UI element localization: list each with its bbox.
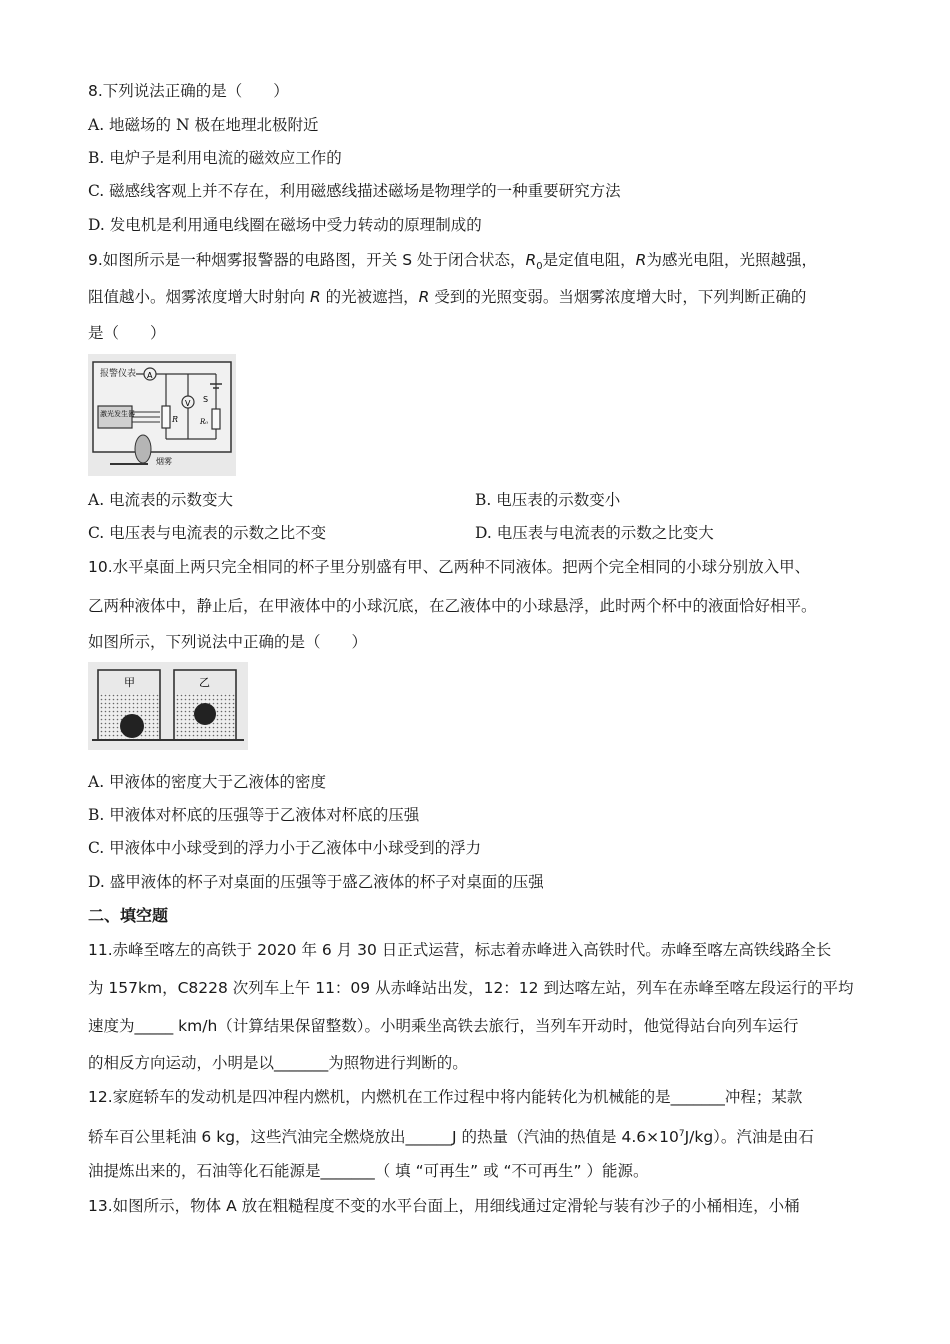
circuit-diagram bbox=[88, 354, 236, 476]
smoke-shape bbox=[135, 435, 151, 463]
cup-jia-label: 甲 bbox=[124, 676, 135, 689]
cups-diagram bbox=[88, 662, 248, 750]
cup-yi-label: 乙 bbox=[199, 676, 210, 689]
q8-stem: 8.下列说法正确的是（ ） bbox=[88, 82, 289, 100]
fixed-resistor-label: R₀ bbox=[200, 418, 209, 426]
q9-line2: 阻值越小。烟雾浓度增大时射向 R 的光被遮挡，R 受到的光照变弱。当烟雾浓度增大时，下列判断正确的 bbox=[88, 288, 807, 306]
smoke-label: 烟雾 bbox=[156, 457, 172, 466]
photoresistor-symbol bbox=[162, 406, 170, 428]
ball-jia bbox=[120, 714, 144, 738]
q9-line1: 9.如图所示是一种烟雾报警器的电路图，开关 S 处于闭合状态，$R_0$是定值电阻，R为感光电阻，光照越强， bbox=[88, 251, 817, 273]
q9-option-b: B. 电压表的示数变小 bbox=[475, 491, 621, 509]
ball-yi bbox=[194, 703, 216, 725]
q10-line2: 乙两种液体中，静止后，在甲液体中的小球沉底，在乙液体中的小球悬浮，此时两个杯中的液面恰好相平。 bbox=[88, 597, 817, 615]
alarm-meter-label: 报警仪表 bbox=[100, 369, 137, 379]
cups-figure bbox=[88, 662, 248, 750]
q8-option-b: B. 电炉子是利用电流的磁效应工作的 bbox=[88, 149, 342, 167]
q10-option-d: D. 盛甲液体的杯子对桌面的压强等于盛乙液体的杯子对桌面的压强 bbox=[88, 873, 544, 891]
q13-line1: 13.如图所示，物体 A 放在粗糙程度不变的水平台面上，用细线通过定滑轮与装有沙子的小桶相连，小桶 bbox=[88, 1197, 800, 1215]
q11-line1: 11.赤峰至喀左的高铁于 2020 年 6 月 30 日正式运营，标志着赤峰进入高铁时代。赤峰至喀左高铁线路全长 bbox=[88, 941, 832, 959]
q12-line1: 12.家庭轿车的发动机是四冲程内燃机，内燃机在工作过程中将内能转化为机械能的是_______冲程；某款 bbox=[88, 1088, 803, 1106]
q9-option-a: A. 电流表的示数变大 bbox=[88, 491, 234, 509]
q9-option-d: D. 电压表与电流表的示数之比变大 bbox=[475, 524, 714, 542]
q10-line3: 如图所示，下列说法中正确的是（ ） bbox=[88, 633, 368, 651]
laser-generator-label: 激光发生器 bbox=[100, 410, 135, 418]
q11-line2: 为 157km，C8228 次列车上午 11：09 从赤峰站出发，12：12 到达喀左站，列车在赤峰至喀左段运行的平均 bbox=[88, 979, 854, 997]
q12-line2: 轿车百公里耗油 6 kg，这些汽油完全燃烧放出______J 的热量（汽油的热值是 $4.6\times 10^7J/kg$）。汽油是由石 bbox=[88, 1128, 814, 1147]
fixed-resistor-symbol bbox=[212, 409, 220, 429]
ammeter-label: A bbox=[147, 371, 153, 380]
q8-option-c: C. 磁感线客观上并不存在，利用磁感线描述磁场是物理学的一种重要研究方法 bbox=[88, 182, 621, 200]
q10-option-c: C. 甲液体中小球受到的浮力小于乙液体中小球受到的浮力 bbox=[88, 839, 482, 857]
q8-option-a: A. 地磁场的 N 极在地理北极附近 bbox=[88, 116, 319, 134]
section-title-fill-in: 二、填空题 bbox=[88, 906, 169, 925]
photoresistor-label: R bbox=[172, 415, 179, 424]
q11-line4: 的相反方向运动，小明是以_______为照物进行判断的。 bbox=[88, 1054, 468, 1072]
smoke-alarm-circuit-figure bbox=[88, 354, 236, 476]
q9-option-c: C. 电压表与电流表的示数之比不变 bbox=[88, 524, 327, 542]
switch-label: S bbox=[203, 395, 209, 404]
q10-option-b: B. 甲液体对杯底的压强等于乙液体对杯底的压强 bbox=[88, 806, 420, 824]
q10-option-a: A. 甲液体的密度大于乙液体的密度 bbox=[88, 773, 327, 791]
voltmeter-label: V bbox=[185, 399, 191, 408]
q9-line3: 是（ ） bbox=[88, 324, 166, 342]
q10-line1: 10.水平桌面上两只完全相同的杯子里分别盛有甲、乙两种不同液体。把两个完全相同的小球分别放入甲、 bbox=[88, 558, 811, 576]
q8-option-d: D. 发电机是利用通电线圈在磁场中受力转动的原理制成的 bbox=[88, 216, 482, 234]
q12-line3: 油提炼出来的，石油等化石能源是_______（ 填 “可再生” 或 “不可再生” ）能源。 bbox=[88, 1162, 649, 1180]
q11-line3: 速度为_____ km/h（计算结果保留整数）。小明乘坐高铁去旅行，当列车开动时，他觉得站台向列车运行 bbox=[88, 1017, 799, 1035]
